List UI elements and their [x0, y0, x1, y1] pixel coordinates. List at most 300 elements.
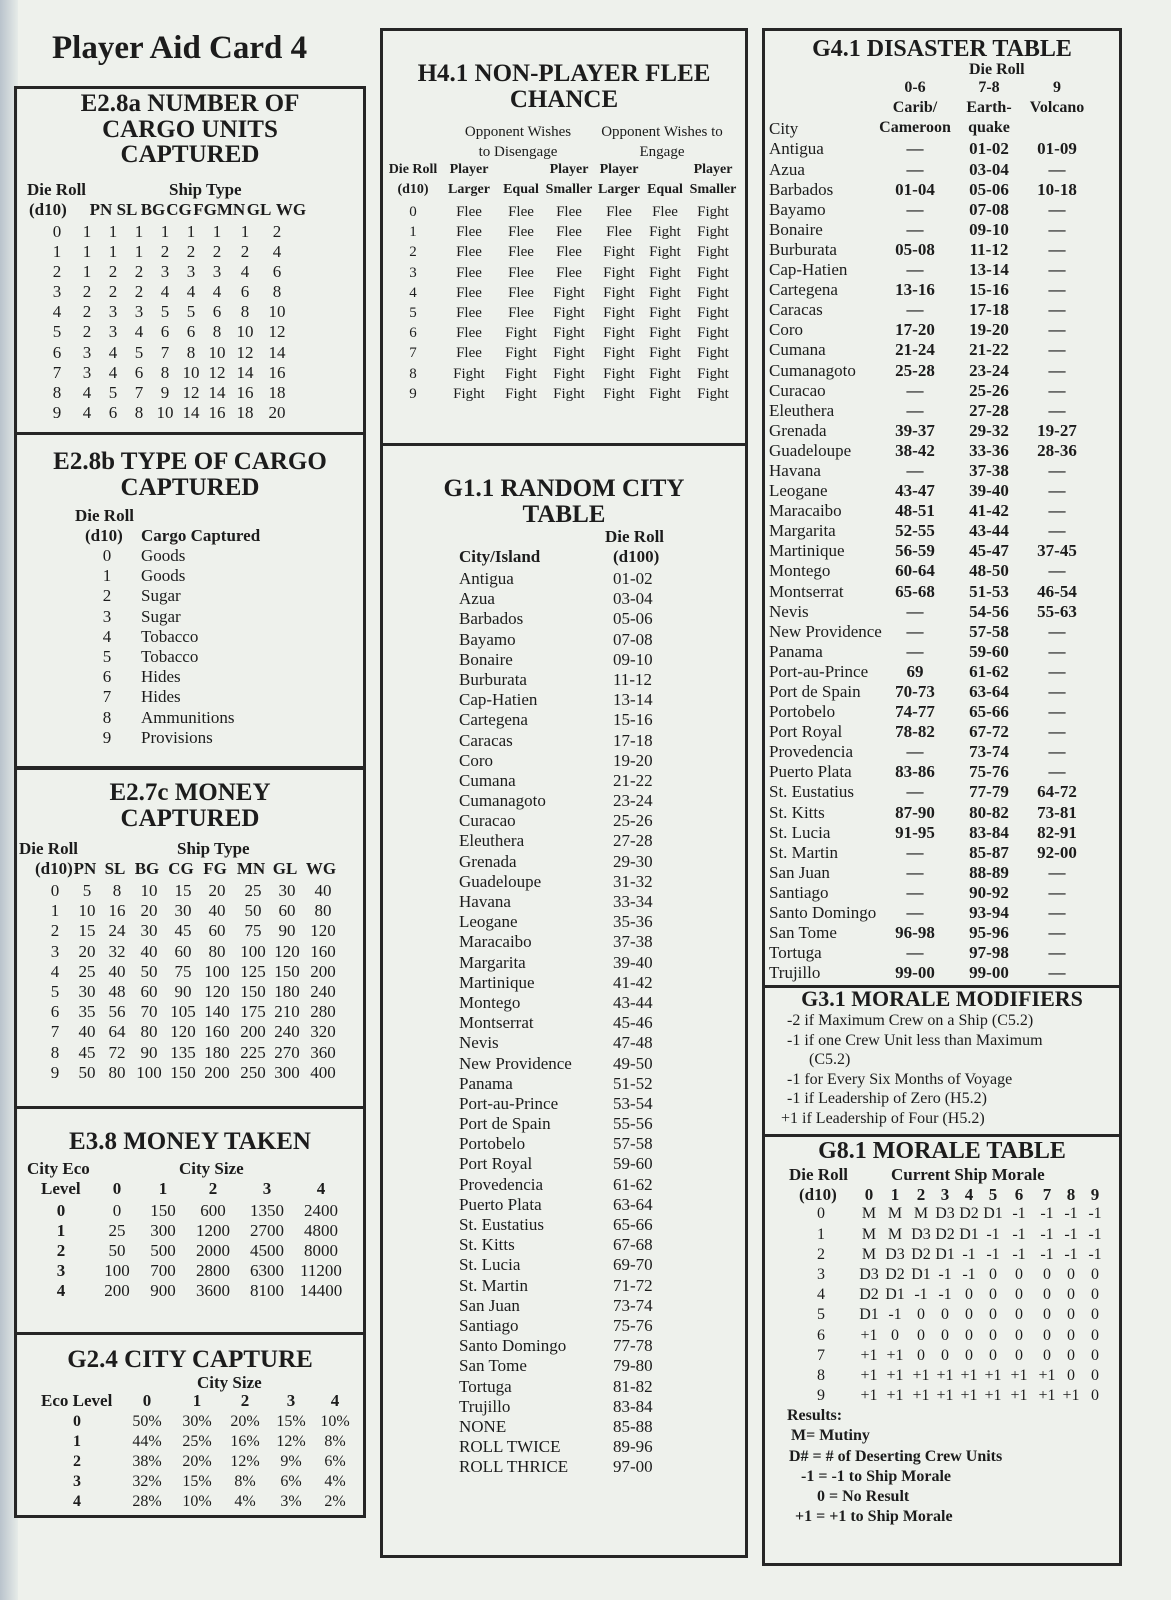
- table-cell: 6: [134, 362, 144, 382]
- list-item: [383, 690, 745, 710]
- table-row: [17, 962, 363, 982]
- table-cell: 300: [274, 1062, 300, 1082]
- table-cell: -1: [1064, 1225, 1078, 1243]
- roll-range: 71-72: [613, 1275, 653, 1295]
- table-cell: 0: [989, 1286, 997, 1304]
- table-cell: —: [906, 862, 924, 882]
- table-row: [765, 200, 1119, 220]
- city-name: Leogane: [459, 912, 518, 932]
- table-cell: 2: [82, 282, 92, 302]
- table-row: [17, 881, 363, 901]
- table-row: [765, 1205, 1119, 1225]
- disaster-title: G4.1 DISASTER TABLE: [812, 36, 1072, 62]
- list-item: [383, 650, 745, 670]
- city-name: Montego: [459, 992, 521, 1012]
- table-cell: 6%: [324, 1452, 346, 1470]
- table-cell: D1: [983, 1205, 1003, 1223]
- table-row: [765, 561, 1119, 581]
- table-cell: 0: [965, 1286, 973, 1304]
- table-cell: 0: [1091, 1286, 1099, 1304]
- table-cell: 160: [310, 941, 336, 961]
- table-cell: -1: [1064, 1245, 1078, 1263]
- list-item: [383, 872, 745, 892]
- table-cell: Fight: [453, 385, 485, 402]
- table-cell: 4: [82, 403, 92, 423]
- flee-col-header: Equal: [503, 182, 539, 197]
- list-item: [383, 589, 745, 609]
- list-item: [383, 1013, 745, 1033]
- table-cell: +1: [1010, 1366, 1028, 1384]
- roll-range: 29-30: [613, 851, 653, 871]
- dieroll-value: 5: [102, 646, 112, 666]
- city-name: Margarita: [769, 521, 836, 541]
- table-row: [765, 139, 1119, 159]
- table-cell: 07-08: [969, 199, 1009, 219]
- list-item: [383, 1296, 745, 1316]
- d100-header: (d100): [613, 547, 660, 566]
- table-cell: -1: [1040, 1245, 1054, 1263]
- table-cell: 120: [274, 941, 300, 961]
- table-row: [765, 702, 1119, 722]
- table-cell: 8: [52, 383, 62, 402]
- table-cell: 100: [136, 1062, 162, 1082]
- table-row: [765, 883, 1119, 903]
- table-cell: 240: [310, 981, 336, 1001]
- city-name: San Juan: [459, 1295, 520, 1315]
- table-cell: —: [1048, 923, 1066, 943]
- disaster-col-header: Carib/: [892, 99, 938, 117]
- ship-type-col-header: PN: [89, 199, 113, 219]
- table-cell: Flee: [508, 224, 534, 241]
- cargo-name: Sugar: [141, 606, 181, 626]
- table-row: [765, 843, 1119, 863]
- table-cell: Fight: [697, 264, 729, 281]
- table-cell: 15-16: [969, 280, 1009, 300]
- table-cell: 10: [208, 342, 226, 362]
- city-size-col-header: 2: [240, 1390, 250, 1410]
- table-cell: —: [906, 742, 924, 762]
- table-cell: 0: [1091, 1366, 1099, 1384]
- city-name: Coro: [459, 750, 493, 770]
- roll-range: 21-22: [613, 770, 653, 790]
- table-cell: 4: [82, 383, 92, 402]
- city-size-col-header: 4: [330, 1390, 340, 1410]
- table-cell: 4: [272, 241, 282, 261]
- table-cell: 16: [236, 383, 254, 402]
- city-name: Eleuthera: [769, 400, 835, 420]
- roll-range: 47-48: [613, 1033, 653, 1053]
- table-cell: 29-32: [969, 420, 1009, 440]
- table-cell: 72: [108, 1042, 126, 1062]
- table-cell: 7: [50, 1022, 60, 1042]
- table-cell: 10%: [320, 1412, 350, 1430]
- table-cell: 280: [310, 1002, 336, 1022]
- table-cell: —: [906, 380, 924, 400]
- table-cell: 0: [1067, 1346, 1075, 1364]
- dieroll-value: 1: [102, 566, 112, 586]
- table-row: [17, 1453, 363, 1473]
- table-cell: M: [887, 1205, 903, 1223]
- table-row: [765, 521, 1119, 541]
- table-cell: 0: [1015, 1286, 1023, 1304]
- table-cell: 1: [82, 261, 92, 281]
- list-item: [383, 791, 745, 811]
- list-item: [383, 569, 745, 589]
- city-name: Leogane: [769, 481, 828, 501]
- roll-range: 97-00: [613, 1457, 653, 1477]
- table-cell: 45: [78, 1042, 96, 1062]
- table-cell: 0: [50, 881, 60, 900]
- table-cell: 0: [941, 1346, 949, 1364]
- ship-type-col-header: GL: [246, 199, 272, 219]
- table-cell: +1: [1038, 1366, 1056, 1384]
- table-cell: 120: [310, 921, 336, 941]
- table-row: [765, 361, 1119, 381]
- table-cell: 3: [186, 261, 196, 281]
- table-cell: M: [861, 1245, 877, 1263]
- table-cell: 13-16: [895, 280, 935, 300]
- table-cell: 200: [204, 1062, 230, 1082]
- table-cell: 17-18: [969, 300, 1009, 320]
- table-cell: 0: [1043, 1326, 1051, 1344]
- table-cell: +1: [912, 1366, 930, 1384]
- table-cell: 8%: [324, 1432, 346, 1450]
- table-row: [17, 282, 363, 302]
- city-size-col-header: 0: [142, 1390, 152, 1410]
- table-cell: 0: [989, 1346, 997, 1364]
- table-cell: 67-72: [969, 722, 1009, 742]
- table-cell: 27-28: [969, 400, 1009, 420]
- city-name: Curacao: [769, 380, 826, 400]
- roll-range: 67-68: [613, 1235, 653, 1255]
- table-cell: 9: [52, 403, 62, 423]
- table-cell: 500: [150, 1240, 176, 1260]
- table-cell: 10%: [182, 1492, 212, 1510]
- table-row: [765, 782, 1119, 802]
- table-cell: 48-50: [969, 561, 1009, 581]
- roll-range: 85-88: [613, 1416, 653, 1436]
- table-cell: 45-47: [969, 541, 1009, 561]
- table-cell: 360: [310, 1042, 336, 1062]
- roll-range: 69-70: [613, 1255, 653, 1275]
- city-name: Maracaibo: [769, 501, 842, 521]
- table-row: [17, 627, 363, 647]
- disaster-col-header: 0-6: [904, 79, 926, 97]
- city-name: Bayamo: [459, 629, 516, 649]
- table-cell: 60: [140, 981, 158, 1001]
- city-name: Puerto Plata: [769, 762, 852, 782]
- table-cell: —: [906, 260, 924, 280]
- table-cell: 14: [236, 362, 254, 382]
- cargo-name: Goods: [141, 566, 186, 586]
- table-cell: 90: [174, 981, 192, 1001]
- cargo-name: Provisions: [141, 727, 213, 747]
- ship-type-col-header: BG: [140, 199, 166, 219]
- modifier-line: [765, 1012, 1119, 1032]
- dieroll-value: 3: [102, 606, 112, 626]
- city-name: Cumana: [769, 340, 826, 360]
- table-cell: 2: [134, 261, 144, 281]
- table-cell: 0: [1043, 1346, 1051, 1364]
- flee-col-header: Die Roll: [388, 162, 438, 177]
- table-cell: 150: [170, 1062, 196, 1082]
- table-cell: 0: [941, 1326, 949, 1344]
- list-item: [383, 932, 745, 952]
- city-name: Cartegena: [459, 710, 528, 730]
- table-row: [383, 204, 745, 224]
- table-cell: 6: [409, 325, 417, 342]
- list-item: [383, 1033, 745, 1053]
- table-cell: -1: [1012, 1245, 1026, 1263]
- table-cell: 0: [817, 1205, 825, 1223]
- table-cell: 5: [82, 881, 92, 900]
- money-taken-table: [14, 1106, 366, 1335]
- table-cell: 82-91: [1037, 822, 1077, 842]
- table-cell: +1: [912, 1387, 930, 1405]
- roll-range: 45-46: [613, 1013, 653, 1033]
- table-row: [765, 742, 1119, 762]
- table-row: [765, 220, 1119, 240]
- disaster-header-row2: [765, 99, 1119, 119]
- table-cell: 85-87: [969, 842, 1009, 862]
- table-cell: 74-77: [895, 702, 935, 722]
- table-row: [765, 662, 1119, 682]
- table-row: [765, 160, 1119, 180]
- table-row: [17, 921, 363, 941]
- table-cell: 8: [112, 881, 122, 900]
- table-cell: 97-98: [969, 943, 1009, 963]
- table-cell: Fight: [603, 304, 635, 321]
- table-cell: 63-64: [969, 682, 1009, 701]
- city-eco-header: City Eco: [27, 1158, 90, 1178]
- flee-chance-header-row1: [383, 162, 745, 182]
- table-row: [17, 546, 363, 566]
- table-cell: —: [1048, 199, 1066, 219]
- list-item: [383, 1417, 745, 1437]
- table-cell: 9: [50, 1062, 60, 1082]
- city-name: NONE: [459, 1416, 507, 1436]
- table-cell: 2: [73, 1452, 81, 1470]
- table-cell: 600: [200, 1200, 226, 1220]
- table-cell: 10: [268, 302, 286, 322]
- table-cell: 8: [272, 282, 282, 302]
- table-cell: 64: [108, 1022, 126, 1042]
- table-cell: —: [906, 782, 924, 802]
- city-capture-title: G2.4 CITY CAPTURE: [67, 1346, 313, 1373]
- table-cell: 9: [817, 1387, 825, 1405]
- table-cell: —: [906, 460, 924, 480]
- roll-range: 89-96: [613, 1437, 653, 1457]
- table-cell: 200: [104, 1281, 130, 1301]
- city-name: Burburata: [459, 669, 527, 689]
- table-cell: +1: [984, 1366, 1002, 1384]
- money-captured-header-row: [17, 839, 363, 859]
- roll-range: 61-62: [613, 1174, 653, 1194]
- table-cell: 1: [134, 221, 144, 241]
- roll-range: 73-74: [613, 1295, 653, 1315]
- list-item: [383, 993, 745, 1013]
- table-cell: 39-40: [969, 481, 1009, 501]
- table-cell: —: [1048, 621, 1066, 641]
- modifier-text: +1 if Leadership of Four (H5.2): [781, 1109, 985, 1127]
- flee-col-header: Equal: [647, 182, 683, 197]
- table-row: [765, 1347, 1119, 1367]
- table-cell: Fight: [649, 244, 681, 261]
- table-row: [17, 1413, 363, 1433]
- table-cell: 30: [278, 881, 296, 900]
- city-island-header: City/Island: [459, 547, 541, 566]
- table-cell: Fight: [697, 284, 729, 301]
- ship-type-col-header: CG: [166, 199, 192, 219]
- table-cell: 23-24: [969, 360, 1009, 380]
- ship-type-header: Ship Type: [169, 179, 242, 199]
- table-cell: 38%: [132, 1452, 162, 1470]
- table-cell: 4: [108, 362, 118, 382]
- list-item: [383, 1195, 745, 1215]
- table-cell: 41-42: [969, 501, 1009, 521]
- table-cell: 80: [314, 901, 332, 921]
- dieroll-header: Die Roll: [789, 1165, 849, 1185]
- table-row: [17, 1022, 363, 1042]
- table-row: [383, 305, 745, 325]
- table-cell: 4: [409, 284, 417, 301]
- city-name: Antigua: [459, 569, 514, 588]
- table-cell: 01-09: [1037, 139, 1077, 159]
- table-cell: —: [1048, 501, 1066, 521]
- table-cell: Fight: [553, 284, 585, 301]
- table-cell: 96-98: [895, 923, 935, 943]
- result-text: D# = # of Deserting Crew Units: [789, 1447, 1003, 1465]
- cargo-name: Ammunitions: [141, 707, 235, 727]
- city-name: Eleuthera: [459, 831, 525, 851]
- table-row: [17, 262, 363, 282]
- table-row: [765, 943, 1119, 963]
- table-cell: 125: [240, 961, 266, 981]
- table-cell: -1: [986, 1225, 1000, 1243]
- list-item: [383, 1457, 745, 1477]
- table-cell: 11-12: [969, 239, 1009, 259]
- roll-range: 01-02: [613, 569, 653, 588]
- city-name: St. Kitts: [769, 802, 825, 822]
- table-cell: 20: [268, 403, 286, 423]
- roll-range: 83-84: [613, 1396, 653, 1416]
- table-cell: 3: [409, 264, 417, 281]
- morale-table-title: G8.1 MORALE TABLE: [818, 1138, 1066, 1164]
- table-cell: 30: [174, 901, 192, 921]
- city-capture-columns-row: [17, 1391, 363, 1413]
- table-cell: 48: [108, 981, 126, 1001]
- table-row: [765, 1367, 1119, 1387]
- table-row: [17, 901, 363, 921]
- d10-header: (d10): [29, 199, 67, 219]
- table-cell: —: [906, 159, 924, 179]
- table-cell: 8: [817, 1366, 825, 1384]
- money-captured-table: [14, 767, 366, 1109]
- table-cell: —: [1048, 320, 1066, 340]
- table-cell: —: [1048, 661, 1066, 681]
- table-cell: 1: [134, 241, 144, 261]
- table-cell: 30: [78, 981, 96, 1001]
- table-cell: 3: [82, 362, 92, 382]
- table-cell: 48-51: [895, 501, 935, 521]
- table-row: [765, 320, 1119, 340]
- table-cell: -1: [1012, 1205, 1026, 1223]
- table-row: [765, 1286, 1119, 1306]
- table-cell: 7: [817, 1346, 825, 1364]
- table-cell: 2: [108, 282, 118, 302]
- table-cell: 10: [78, 901, 96, 921]
- roll-range: 51-52: [613, 1073, 653, 1093]
- table-cell: 18: [268, 383, 286, 402]
- table-row: [765, 461, 1119, 481]
- table-cell: 0: [917, 1326, 925, 1344]
- d10-header: (d10): [799, 1185, 837, 1205]
- table-cell: 35: [78, 1002, 96, 1022]
- table-cell: —: [1048, 641, 1066, 661]
- table-cell: Fight: [649, 224, 681, 241]
- table-cell: Flee: [508, 304, 534, 321]
- flee-col-header: Player: [693, 162, 733, 177]
- table-cell: -1: [914, 1286, 928, 1304]
- table-cell: +1: [960, 1387, 978, 1405]
- table-cell: —: [1048, 862, 1066, 882]
- table-cell: —: [1048, 400, 1066, 420]
- table-cell: 0: [917, 1346, 925, 1364]
- table-cell: Fight: [553, 304, 585, 321]
- disaster-col-header: 9: [1053, 79, 1061, 97]
- table-cell: Flee: [456, 345, 482, 362]
- table-cell: 200: [310, 961, 336, 981]
- table-cell: +1: [860, 1366, 878, 1384]
- table-row: [765, 280, 1119, 300]
- table-row: [17, 1201, 363, 1221]
- table-cell: -1: [938, 1266, 952, 1284]
- table-cell: 4: [52, 302, 62, 322]
- city-name: Port-au-Prince: [769, 661, 869, 681]
- table-cell: Fight: [453, 365, 485, 382]
- table-cell: 54-56: [969, 601, 1009, 621]
- list-item: [383, 670, 745, 690]
- table-cell: Flee: [508, 204, 534, 220]
- table-cell: 92-00: [1037, 842, 1077, 862]
- table-cell: 60-64: [895, 561, 935, 581]
- table-cell: 0: [56, 1200, 66, 1220]
- table-row: [765, 300, 1119, 320]
- current-morale-header: Current Ship Morale: [891, 1165, 1045, 1185]
- table-cell: —: [1048, 340, 1066, 360]
- table-cell: Fight: [697, 385, 729, 402]
- table-row: [17, 1063, 363, 1083]
- table-cell: 91-95: [895, 822, 935, 842]
- table-cell: Fight: [649, 284, 681, 301]
- table-cell: 75-76: [969, 762, 1009, 782]
- table-cell: 0: [1043, 1306, 1051, 1324]
- roll-range: 13-14: [613, 690, 653, 710]
- disaster-col-header: Earth-: [966, 99, 1012, 117]
- table-cell: Fight: [603, 385, 635, 402]
- table-cell: 16: [268, 362, 286, 382]
- list-item: [383, 630, 745, 650]
- table-cell: 60: [174, 941, 192, 961]
- morale-table: [762, 1134, 1122, 1566]
- table-cell: 15: [174, 881, 192, 900]
- disaster-table: [762, 28, 1122, 988]
- table-row: [17, 687, 363, 707]
- table-cell: 0: [1043, 1266, 1051, 1284]
- table-cell: 52-55: [895, 521, 935, 541]
- table-cell: 0: [52, 221, 62, 241]
- table-cell: 4: [160, 282, 170, 302]
